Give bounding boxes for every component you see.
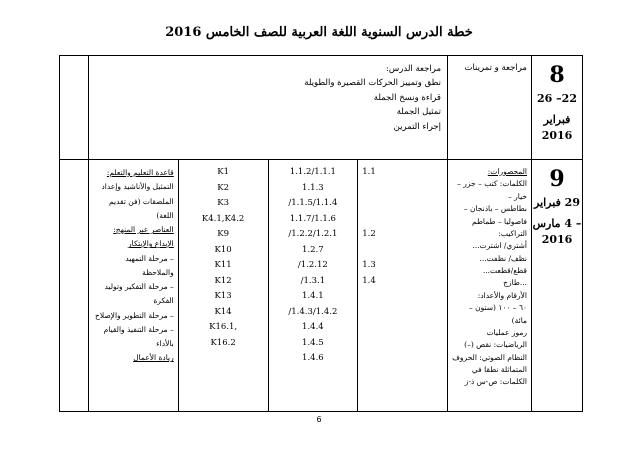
method-line: الإبداع والإبتكار [128, 239, 174, 249]
content-line: أشتري/ اشترت... [472, 241, 527, 251]
week-8-number: 8 [549, 62, 565, 88]
k-code: K4.1,K4.2 [201, 213, 245, 224]
week-9-notes-cell [60, 160, 89, 412]
table-row-week-9 [60, 160, 583, 412]
content-line: بطاطس – باذنجان – فاصوليا – طماطم [463, 204, 527, 226]
objective-code: 1.2.7 [302, 244, 324, 255]
method-line: – مرحلة التفكير وتوليد [104, 282, 174, 291]
content-line: رموز عمليات الرياضيات: نقص (–) [464, 327, 527, 350]
content-line: النظام الصوتي: الحروف المتماثلة نطقا في [452, 352, 527, 374]
k-code: K3 [217, 198, 229, 208]
content-line: نظف/ نظفت... [479, 253, 527, 263]
lesson-plan-table [59, 55, 583, 412]
objective-code: /1.2.12 [297, 260, 328, 270]
objective-code: 1.4.1 [302, 291, 324, 301]
week-9-range-start: 29 فبراير [534, 196, 580, 209]
week-9-standards-cell [358, 160, 448, 412]
table-row-week-8 [60, 56, 583, 160]
method-line: الملصقات (فن تقديم اللغة) [109, 196, 174, 220]
page-number: 6 [316, 415, 322, 424]
week-8-year: 2016 [541, 128, 573, 142]
content-line: الكلمات: كتب – جزر – خيار – [457, 179, 527, 201]
standard-number: 1.4 [362, 275, 376, 286]
content-line: ٦٠ – ١٠٠ (ستون – مائة) [468, 303, 527, 325]
week-9-number: 9 [549, 166, 565, 192]
objective-code: /1.4.3/1.4.2 [288, 306, 338, 317]
method-line: الفكرة [153, 296, 174, 306]
standard-number: 1.3 [362, 260, 376, 270]
week-8-cell [532, 56, 583, 160]
week-8-content [89, 56, 447, 140]
week-8-line: تمثيل الجملة [396, 107, 441, 118]
week-9-k-codes [179, 160, 268, 358]
objective-code: /1.1.5/1.1.4 [288, 198, 338, 208]
week-9-objectives-cell [268, 160, 358, 412]
objective-code: 1.1.3 [302, 182, 324, 193]
week-9-content [448, 160, 531, 395]
week-9-cell [532, 160, 583, 412]
method-line: ريادة الأعمال [133, 353, 174, 363]
week-9-standards [358, 160, 447, 296]
k-code: K16.1, [209, 322, 238, 332]
standard-number [362, 182, 443, 198]
k-code: K9 [217, 229, 229, 239]
week-8-line: إجراء التمرين [393, 121, 441, 132]
week-8-line: قراءة ونسخ الجملة [373, 92, 441, 103]
method-line: بالأداء [156, 339, 174, 348]
standard-number [362, 197, 443, 213]
objective-code: /1.3.1 [300, 275, 326, 286]
standard-number: 1.2 [362, 229, 376, 239]
method-line: – مرحلة التنفيذ والقيام [103, 324, 174, 334]
k-code: K12 [214, 275, 232, 286]
objective-code: 1.1.7/1.1.6 [289, 213, 336, 224]
objective-code: /1.2.2/1.2.1 [288, 229, 338, 239]
week-8-line: مراجعة الدرس: [386, 64, 441, 74]
k-code: K16.2 [210, 337, 236, 348]
objective-code: 1.4.4 [302, 322, 324, 332]
week-8-content-cell [89, 56, 448, 160]
objective-code: 1.4.6 [302, 353, 324, 363]
week-8-notes-cell [60, 56, 89, 160]
objective-code: 1.4.5 [302, 337, 324, 348]
objective-code: 1.1.2/1.1.1 [289, 167, 336, 177]
week-9-methods [89, 160, 178, 372]
content-line: قطع/قطعت... [482, 266, 527, 275]
content-line: المحصورات: [487, 167, 527, 176]
week-8-topic-cell [448, 56, 532, 160]
week-9-year: 2016 [541, 232, 573, 246]
week-9-objectives [269, 160, 358, 374]
week-9-methods-cell [89, 160, 179, 412]
k-code: K13 [214, 291, 232, 301]
week-9-k-codes-cell [178, 160, 268, 412]
content-line: الكلمات: ص-س ذ-ز [464, 377, 527, 387]
k-code: K14 [214, 306, 232, 317]
page-title: خطة الدرس السنوية اللغة العربية للصف الخامس 2016 [165, 25, 473, 40]
content-line: الأرقام والأعداد: [477, 290, 527, 300]
method-line: التمثيل والأناشيد وإعداد [101, 182, 174, 192]
k-code: K2 [217, 182, 229, 193]
week-8-topic: مراجعة و تمرينات [464, 63, 527, 73]
method-line: – مرحلة التطوير والإصلاح [95, 310, 174, 320]
content-line: التراكيب: [498, 228, 527, 238]
week-8-line: نطق وتمييز الحركات القصيرة والطويلة [304, 78, 441, 89]
standard-number: 1.1 [362, 167, 376, 177]
standard-number [362, 213, 443, 229]
week-9-range-end: – 4 مارس [532, 216, 582, 230]
week-8-range: 22– 26 [537, 92, 577, 105]
week-8-month: فبراير [543, 112, 571, 126]
content-line: ...طازج [503, 278, 527, 288]
week-9-content-cell [448, 160, 532, 412]
k-code: K11 [214, 260, 232, 270]
standard-number [362, 244, 443, 260]
k-code: K1 [217, 167, 229, 177]
method-line: قاعدة التعليم والتعلم: [106, 168, 174, 177]
k-code: K10 [214, 244, 232, 255]
method-line: – مرحلة التمهيد والملاحظة [125, 253, 174, 277]
method-line: العناصر عبر المنهج: [113, 225, 174, 234]
